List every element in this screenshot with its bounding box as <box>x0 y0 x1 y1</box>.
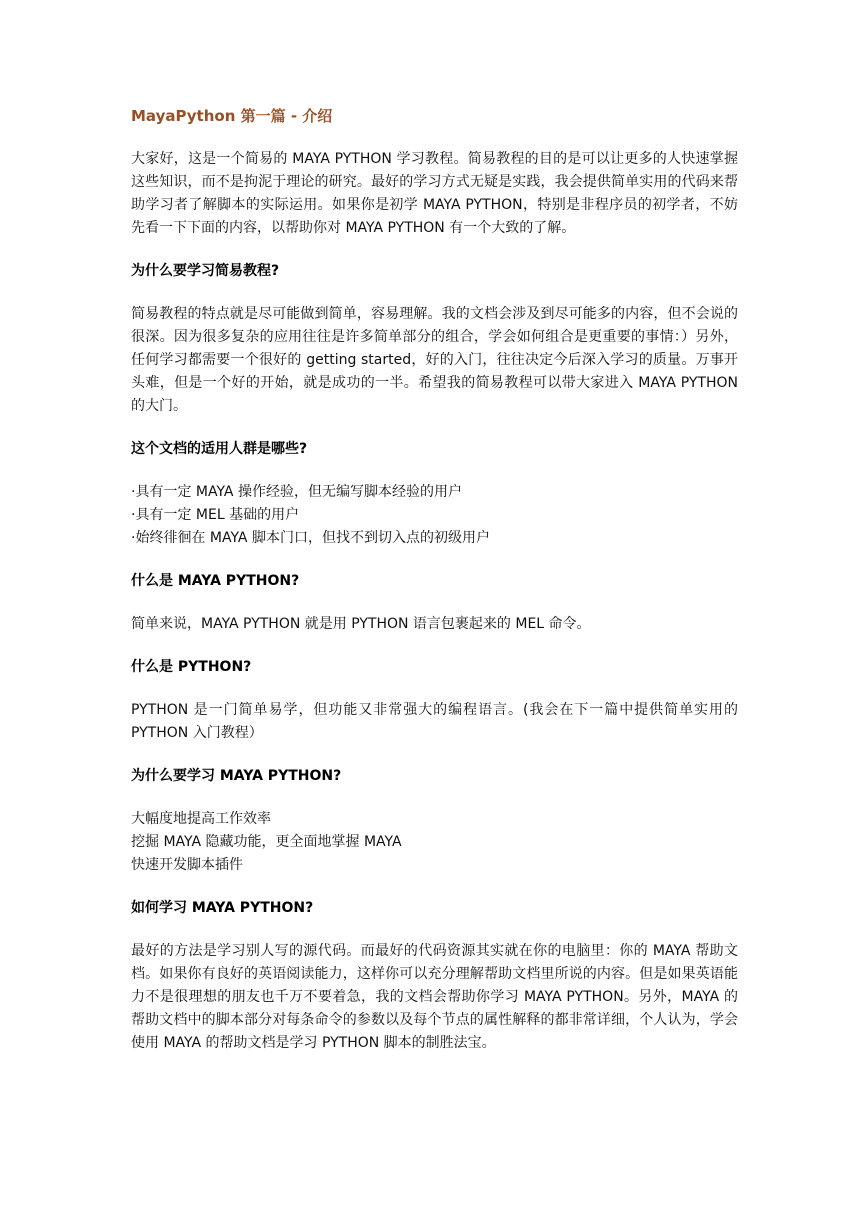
list-item: ·具有一定 MEL 基础的用户 <box>131 507 300 523</box>
list-item: 挖掘 MAYA 隐藏功能，更全面地掌握 MAYA <box>131 834 402 850</box>
section-body-why-simple: 简易教程的特点就是尽可能做到简单，容易理解。我的文档会涉及到尽可能多的内容，但不会说的很深。因为很多复杂的应用往往是许多简单部分的组合，学会如何组合是更重要的事情：）另外，任何学习都需要一个很好的 getting started，好的入门，往往决定今后深入学习的质量。万事开头难，但是一个好的开始，就是成功的一半。希望我的简易教程可以带大家进入 MAYA PYTHON 的大门。 <box>131 306 738 414</box>
audience-list <box>131 481 738 550</box>
list-item: 快速开发脚本插件 <box>131 857 243 873</box>
intro-paragraph: 大家好，这是一个简易的 MAYA PYTHON 学习教程。简易教程的目的是可以让更多的人快速掌握这些知识，而不是拘泥于理论的研究。最好的学习方式无疑是实践，我会提供简单实用的代码来帮助学习者了解脚本的实际运用。如果你是初学 MAYA PYTHON，特别是非程序员的初学者，不妨先看一下下面的内容，以帮助你对 MAYA PYTHON 有一个大致的了解。 <box>131 151 738 236</box>
section-body-what-python: PYTHON 是一门简单易学，但功能又非常强大的编程语言。(我会在下一篇中提供简单实用的 PYTHON 入门教程） <box>131 702 738 741</box>
section-heading-how-learn: 如何学习 MAYA PYTHON? <box>131 900 314 916</box>
section-body-what-maya-python: 简单来说，MAYA PYTHON 就是用 PYTHON 语言包裹起来的 MEL 命令。 <box>131 616 591 632</box>
section-heading-why-learn: 为什么要学习 MAYA PYTHON? <box>131 768 342 784</box>
document-title: MayaPython 第一篇 - 介绍 <box>131 107 333 125</box>
list-item: 大幅度地提高工作效率 <box>131 811 271 827</box>
section-body-how-learn: 最好的方法是学习别人写的源代码。而最好的代码资源其实就在你的电脑里：你的 MAYA 帮助文档。如果你有良好的英语阅读能力，这样你可以充分理解帮助文档里所说的内容。但是如果英语能力不是很理想的朋友也千万不要着急，我的文档会帮助你学习 MAYA PYTHON。另外，MAYA 的帮助文档中的脚本部分对每条命令的参数以及每个节点的属性解释的都非常详细，个人认为，学会使用 MAYA 的帮助文档是学习 PYTHON 脚本的制胜法宝。 <box>131 943 738 1051</box>
section-heading-audience: 这个文档的适用人群是哪些? <box>131 441 308 457</box>
section-heading-what-maya-python: 什么是 MAYA PYTHON? <box>131 573 300 589</box>
list-item: ·具有一定 MAYA 操作经验，但无编写脚本经验的用户 <box>131 484 462 500</box>
list-item: ·始终徘徊在 MAYA 脚本门口，但找不到切入点的初级用户 <box>131 530 490 546</box>
benefits-list <box>131 808 738 877</box>
document-page <box>131 104 738 1075</box>
section-heading-why-simple: 为什么要学习简易教程? <box>131 263 280 279</box>
section-heading-what-python: 什么是 PYTHON? <box>131 659 252 675</box>
